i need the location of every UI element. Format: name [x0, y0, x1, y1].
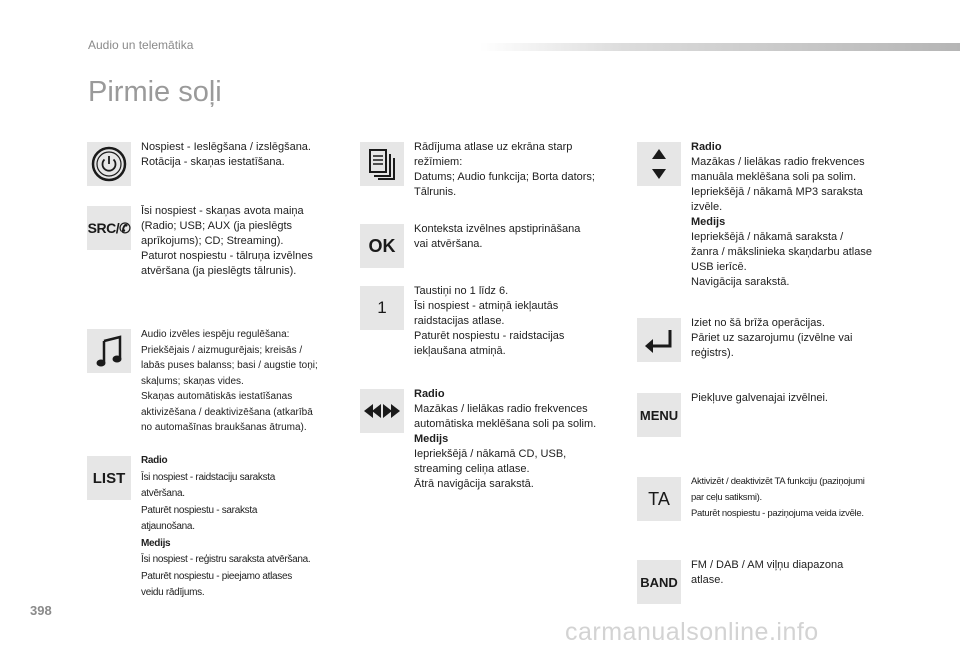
- band-button[interactable]: [637, 560, 681, 604]
- page-number: 398: [30, 603, 52, 618]
- preset-description: Taustiņi no 1 līdz 6. Īsi nospiest - atmiņā iekļautās raidstacijas atlase. Paturēt nospiestu - raidstacijas iekļaušana atmiņā.: [414, 285, 565, 357]
- audio-settings-description: Audio izvēles iespēju regulēšana: Priekšējais / aizmugurējais; kreisās / labās puses balanss; basi / augstie toņi; skaļums; skaņas vides. Skaņas automātiskās iestatīšanas aktivizēšana / deaktivizēšana (atkarībā no automašīnas braukšanas ātruma).: [141, 329, 318, 433]
- ok-description: Konteksta izvēlnes apstiprināšana vai atvēršana.: [414, 223, 581, 250]
- back-button[interactable]: [637, 318, 681, 362]
- power-description: Nospiest - Ieslēgšana / izslēgšana. Rotācija - skaņas iestatīšana.: [141, 141, 311, 168]
- power-button[interactable]: [87, 142, 131, 186]
- menu-description: Piekļuve galvenajai izvēlnei.: [691, 392, 828, 404]
- ta-button[interactable]: [637, 477, 681, 521]
- preset-1-button[interactable]: [360, 286, 404, 330]
- back-arrow-icon: [642, 326, 676, 354]
- display-mode-button[interactable]: [360, 142, 404, 186]
- back-description: Iziet no šā brīža operācijas. Pāriet uz sazarojumu (izvēlne vai reģistrs).: [691, 317, 853, 359]
- list-button[interactable]: [87, 456, 131, 500]
- seek-description: Radio Mazākas / lielākas radio frekvences automātiska meklēšana soli pa solim. Medijs Iepriekšējā / nākamā CD, USB, streaming celiņa atlase. Ātrā navigācija sarakstā.: [414, 388, 597, 490]
- menu-button[interactable]: [637, 393, 681, 437]
- band-label: BAND: [640, 574, 678, 590]
- band-description: FM / DAB / AM viļņu diapazona atlase.: [691, 559, 844, 586]
- up-down-description: Radio Mazākas / lielākas radio frekvences manuāla meklēšana soli pa solim. Iepriekšējā / nākamā MP3 saraksta izvēle. Medijs Iepriekšējā / nākamā saraksta / žanra / mākslinieka skaņdarbu atlase USB ierīcē. Navigācija sarakstā.: [691, 141, 872, 288]
- display-pages-icon: [364, 146, 400, 182]
- ta-label: TA: [648, 488, 670, 509]
- music-note-icon: [94, 333, 124, 369]
- power-icon: [90, 145, 128, 183]
- display-mode-description: Rādījuma atlase uz ekrāna starp režīmiem: Datums; Audio funkcija; Borta dators; Tālrunis.: [414, 141, 595, 198]
- seek-button[interactable]: [360, 389, 404, 433]
- src-button[interactable]: [87, 206, 131, 250]
- page-title: Pirmie soļi: [88, 76, 222, 108]
- ok-button[interactable]: [360, 224, 404, 268]
- src-label: SRC/✆: [87, 219, 131, 236]
- phone-icon: /✆: [115, 219, 131, 236]
- watermark: carmanualsonline.info: [565, 618, 819, 646]
- audio-settings-button[interactable]: [87, 329, 131, 373]
- seek-arrows-icon: [362, 401, 402, 421]
- menu-label: MENU: [639, 407, 679, 423]
- up-down-arrows-icon: [649, 147, 669, 181]
- up-down-button[interactable]: [637, 142, 681, 186]
- preset-1-label: 1: [377, 298, 387, 317]
- src-description: Īsi nospiest - skaņas avota maiņa (Radio; USB; AUX (ja pieslēgts aprīkojums); CD; Streaming). Paturot nospiestu - tālruņa izvēlnes atvēršana (ja pieslēgts tālrunis).: [141, 205, 313, 277]
- list-description: Radio Īsi nospiest - raidstaciju saraksta atvēršana. Paturēt nospiestu - saraksta atjaunošana. Medijs Īsi nospiest - reģistru saraksta atvēršana. Paturēt nospiestu - pieejamo atlases veidu rādījums.: [141, 455, 311, 598]
- section-header: Audio un telemātika: [88, 38, 194, 52]
- header-bar: [480, 43, 960, 51]
- ok-label: OK: [368, 235, 396, 256]
- ta-description: Aktivizēt / deaktivizēt TA funkciju (paziņojumi par ceļu satiksmi). Paturēt nospiestu - paziņojuma veida izvēle.: [691, 476, 865, 519]
- list-label: LIST: [92, 469, 126, 487]
